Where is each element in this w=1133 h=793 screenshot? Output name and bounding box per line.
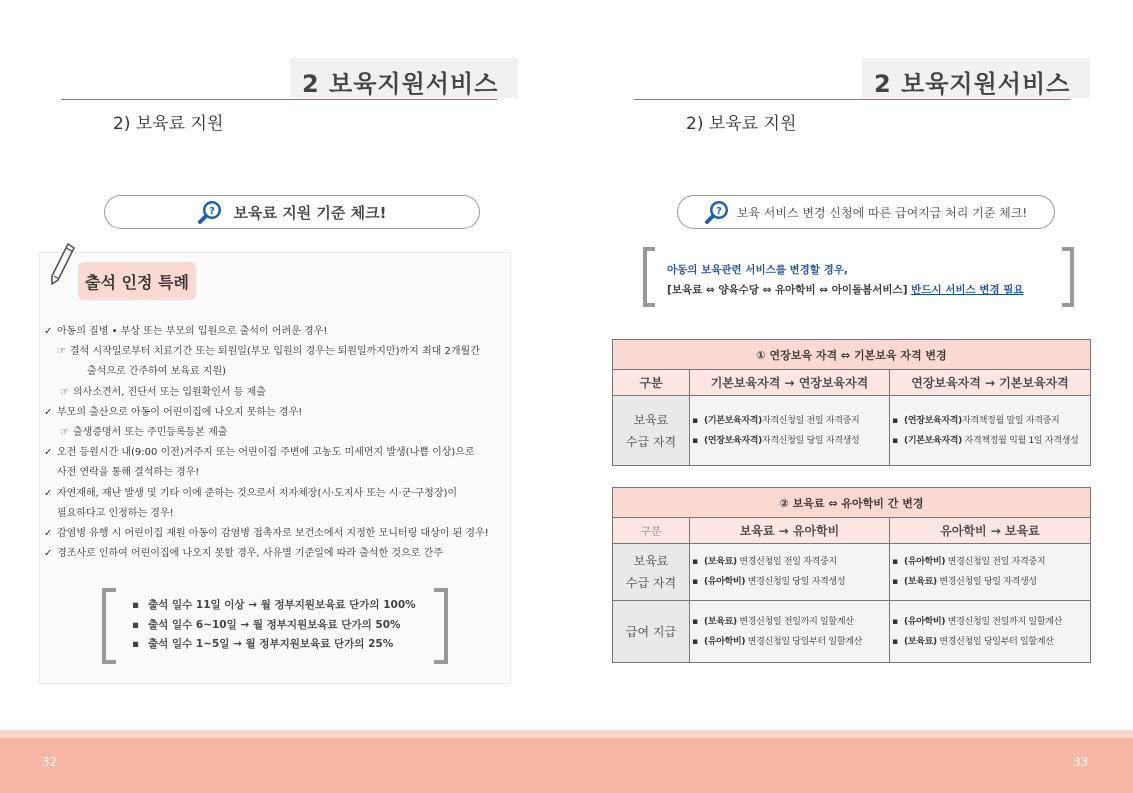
left-check-pill — [104, 195, 480, 229]
attendance-bracket-left — [102, 588, 116, 664]
attendance-rule-list — [44, 322, 512, 564]
left-title-underline — [61, 99, 497, 100]
attendance-rate-list — [132, 596, 432, 655]
attendance-bracket-right — [434, 588, 448, 664]
table-cell: ▪ (연장보육자격)자격책정월 말일 자격중지 ▪ (기본보육자격) 자격책정월 익월 1일 자격생성 — [890, 396, 1091, 466]
table-cell: ▪ (유아학비) 변경신청일 전일 자격중지 ▪ (보육료) 변경신청일 당일 자격생성 — [890, 544, 1091, 601]
table-cell: ▪ (유아학비) 변경신청일 전일까지 일할계산 ▪ (보육료) 변경신청일 당일부터 일할계산 — [890, 601, 1091, 663]
rule-line: ☞ 결석 시작일로부터 치료기간 또는 퇴원일(부모 입원의 경우는 퇴원일까지만)까지 최대 2개월간 — [57, 346, 480, 358]
notice-bracket-left — [643, 247, 655, 307]
rule-line: 출석으로 간주하여 보육료 지원) — [87, 366, 227, 378]
table-header: 구분 — [613, 370, 690, 396]
service-change-notice — [667, 260, 1067, 300]
footer — [0, 738, 1133, 793]
svg-text:?: ? — [715, 206, 722, 217]
rule-line: ☞ 출생증명서 또는 주민등록등본 제출 — [60, 427, 228, 439]
table-header: 구분 — [613, 518, 690, 544]
table-caption: ② 보육료 ⇔ 유아학비 간 변경 — [613, 488, 1091, 518]
pencil-icon — [48, 242, 76, 286]
left-sub-title: 2) 보육료 지원 — [113, 114, 224, 134]
rule-line: 사전 연락을 통해 결석하는 경우! — [57, 467, 200, 479]
rule-line: ✓ 아동의 질병 • 부상 또는 부모의 입원으로 출석이 어려운 경우! — [44, 326, 328, 337]
left-check-pill-text: 보육료 지원 기준 체크! — [233, 203, 387, 222]
svg-text:?: ? — [208, 206, 215, 217]
right-check-pill-text: 보육 서비스 변경 신청에 따른 급여지급 처리 기준 체크! — [736, 205, 1028, 220]
notice-line-1: 아동의 보육관련 서비스를 변경할 경우, — [667, 264, 848, 276]
rule-line: ✓ 오전 등원시간 내(9:00 이전)거주지 또는 어린이집 주변에 고농도 미세먼지 발생(나쁨 이상)으로 — [44, 447, 475, 459]
table-caption: ① 연장보육 자격 ⇔ 기본보육 자격 변경 — [613, 340, 1091, 370]
attendance-rate-item: ▪ 출석 일수 11일 이상 → 월 정부지원보육료 단가의 100% — [132, 596, 432, 616]
table-cell: ▪ (보육료) 변경신청일 전일 자격중지 ▪ (유아학비) 변경신청일 당일 자격생성 — [690, 544, 890, 601]
right-check-pill — [677, 195, 1055, 229]
footer-band — [0, 730, 1133, 738]
table-row-head: 보육료 수급 자격 — [613, 396, 690, 466]
care-fee-kindergarten-table — [612, 487, 1091, 663]
attendance-rate-item: ▪ 출석 일수 6~10일 → 월 정부지원보육료 단가의 50% — [132, 616, 432, 636]
rule-line: ✓ 부모의 출산으로 아동이 어린이집에 나오지 못하는 경우! — [44, 406, 303, 418]
attendance-rate-item: ▪ 출석 일수 1~5일 → 월 정부지원보육료 단가의 25% — [132, 635, 432, 655]
rule-line: ✓ 감염병 유행 시 어린이집 재원 아동이 감염병 접촉자로 보건소에서 지정한 모니터링 대상이 된 경우! — [44, 528, 489, 540]
rule-line: ☞ 의사소견서, 진단서 또는 입원확인서 등 제출 — [60, 386, 266, 398]
rule-line: ✓ 경조사로 인하여 어린이집에 나오지 못할 경우, 사유별 기준일에 따라 출석한 것으로 간주 — [44, 548, 443, 560]
table-row-head: 급여 지급 — [613, 601, 690, 663]
right-sub-title: 2) 보육료 지원 — [686, 114, 797, 134]
right-section-title: 2 보육지원서비스 — [874, 70, 1071, 98]
magnifier-icon — [705, 199, 731, 225]
table-header: 연장보육자격 → 기본보육자격 — [890, 370, 1091, 396]
table-header: 보육료 → 유아학비 — [690, 518, 890, 544]
left-section-title: 2 보육지원서비스 — [302, 70, 499, 98]
right-page-number: 33 — [1073, 755, 1089, 769]
extended-care-table — [612, 339, 1091, 466]
table-cell: ▪ (기본보육자격)자격신청일 전일 자격중지 ▪ (연장보육자격)자격신청일 당일 자격생성 — [690, 396, 890, 466]
rule-line: ✓ 자연재해, 재난 발생 및 기타 이에 준하는 것으로서 지자체장(시·도지사 또는 시·군·구청장)이 — [44, 487, 458, 499]
attendance-badge: 출석 인정 특례 — [78, 262, 196, 300]
table-row-head: 보육료 수급 자격 — [613, 544, 690, 601]
table-header: 기본보육자격 → 연장보육자격 — [690, 370, 890, 396]
notice-line-2: [보육료 ⇔ 양육수당 ⇔ 유아학비 ⇔ 아이돌봄서비스] 반드시 서비스 변경 필요 — [667, 284, 1024, 296]
magnifier-icon — [198, 199, 224, 225]
rule-line: 필요하다고 인정하는 경우! — [57, 507, 174, 519]
left-page-number: 32 — [42, 755, 58, 769]
table-cell: ▪ (보육료) 변경신청일 전일까지 일할계산 ▪ (유아학비) 변경신청일 당일부터 일할계산 — [690, 601, 890, 663]
right-title-underline — [634, 99, 1070, 100]
table-header: 유아학비 → 보육료 — [890, 518, 1091, 544]
